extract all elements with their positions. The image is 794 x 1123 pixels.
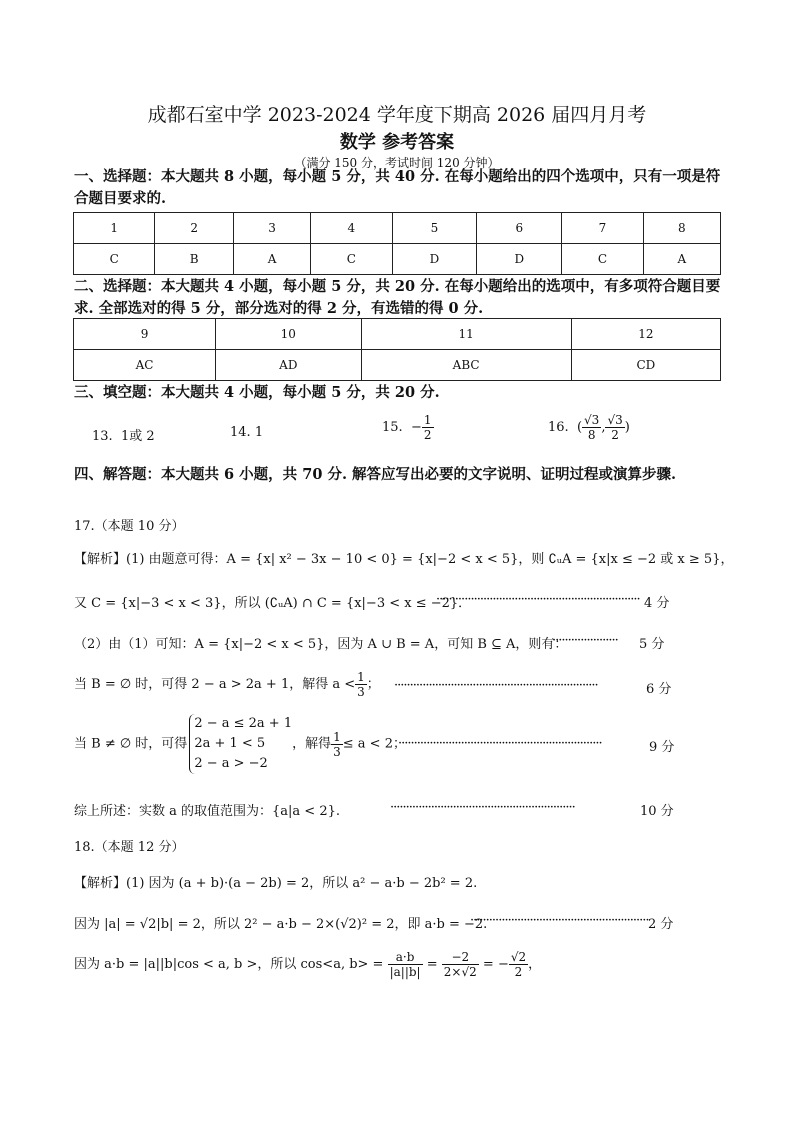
- section4-heading: 四、解答题：本大题共 6 小题，共 70 分. 解答应写出必要的文字说明、证明过程或演算步骤.: [74, 466, 677, 483]
- q17-title: 17.（本题 10 分）: [74, 519, 185, 534]
- section3-heading: 三、填空题：本大题共 4 小题，每小题 5 分，共 20 分.: [74, 384, 440, 401]
- section1-answer-cell-1: B: [155, 244, 234, 275]
- q14-answer: 14. 1: [230, 425, 264, 440]
- section1-answer-cell-4: D: [392, 244, 477, 275]
- section1-answer-cell-7: A: [643, 244, 720, 275]
- section1-question-number-cell-2: 3: [233, 213, 310, 244]
- section1-question-number-cell-4: 5: [392, 213, 477, 244]
- section2-question-number-cell-2: 11: [361, 319, 571, 350]
- q16-answer: 16. ( $\frac{√3}{8}$ , $\frac{√3}{2}$ ): [548, 413, 630, 442]
- q15-answer: 15. − $\frac{1}{2}$: [382, 413, 432, 442]
- section2-question-number-cell-3: 12: [571, 319, 720, 350]
- page-title: 成都石室中学 2023-2024 学年度下期高 2026 届四月月考: [147, 104, 647, 126]
- q13-answer: 13. 1或 2: [92, 429, 155, 444]
- q18-line2: 因为 |a| = √2|b| = 2，所以 2² − a·b − 2×(√2)² = 2，即 a·b = −2. ························································· 2 分: [74, 913, 674, 932]
- section2-answer-cell-2: ABC: [361, 350, 571, 381]
- section2-question-number-cell-0: 9: [74, 319, 216, 350]
- q17-line1: 【解析】(1) 由题意可得：A = {x| x² − 3x − 10 < 0} = {x|−2 < x < 5}，则 ∁ᵤA = {x|x ≤ −2 或 x ≥ 5}，: [74, 552, 734, 567]
- q17-line6: 综上所述：实数 a 的取值范围为：{a|a < 2}. ··························································· 10 分: [74, 800, 674, 819]
- section1-question-number-cell-3: 4: [311, 213, 392, 244]
- q18-title: 18.（本题 12 分）: [74, 840, 185, 855]
- q18-line3: 因为 a·b = |a||b|cos < a, b >，所以 cos<a, b> = $\frac{a\cdot b}{|a||b|}$ = $\frac{-2}{2\times√2}$ = − $\frac{√2}{2}$ ，: [74, 950, 542, 979]
- section1-question-number-cell-7: 8: [643, 213, 720, 244]
- q17-line4: 当 B = ∅ 时，可得 2 − a > 2a + 1，解得 a < $\frac{1}{3}$ ； ································································· 6 分: [74, 670, 672, 699]
- inequality-system: 2 − a ≤ 2a + 1 2a + 1 < 5 2 − a > −2: [189, 714, 292, 774]
- section2-question-number-cell-1: 10: [216, 319, 361, 350]
- section2-answer-cell-3: CD: [571, 350, 720, 381]
- section2-answer-table: [73, 318, 721, 381]
- section2-answer-cell-1: AD: [216, 350, 361, 381]
- section1-question-number-cell-0: 1: [74, 213, 155, 244]
- section1-answer-cell-0: C: [74, 244, 155, 275]
- section2-answer-cell-0: AC: [74, 350, 216, 381]
- exam-note: （满分 150 分，考试时间 120 分钟）: [294, 156, 500, 170]
- section2-heading: 二、选择题：本大题共 4 小题，每小题 5 分，共 20 分. 在每小题给出的选项中，有多项符合题目要求. 全部选对的得 5 分，部分选对的得 2 分，有选错的得 0 分.: [74, 278, 721, 317]
- section1-question-number-cell-6: 7: [562, 213, 643, 244]
- section1-answer-cell-5: D: [477, 244, 562, 275]
- section1-answer-cell-3: C: [311, 244, 392, 275]
- section1-answer-cell-2: A: [233, 244, 310, 275]
- section1-question-number-cell-5: 6: [477, 213, 562, 244]
- page-subtitle: 数学 参考答案: [339, 132, 455, 153]
- section1-answer-cell-6: C: [562, 244, 643, 275]
- q17-line3: （2）由（1）可知：A = {x|−2 < x < 5}，因为 A ∪ B = A，可知 B ⊆ A，则有： ····················· 5 分: [74, 633, 665, 652]
- q17-line2: 又 C = {x|−3 < x < 3}，所以 (∁ᵤA) ∩ C = {x|−3 < x ≤ −2}． ································································· 4 分: [74, 592, 670, 611]
- q17-line5: 当 B ≠ ∅ 时，可得 2 − a ≤ 2a + 1 2a + 1 < 5 2 − a > −2 ，解得 $\frac{1}{3}$ ≤ a < 2； ································································· 9 分: [74, 714, 674, 774]
- section1-answer-table: [73, 212, 721, 275]
- section1-question-number-cell-1: 2: [155, 213, 234, 244]
- q18-line1: 【解析】(1) 因为 (a + b)·(a − 2b) = 2，所以 a² − a·b − 2b² = 2.: [74, 876, 478, 891]
- section1-heading: 一、选择题：本大题共 8 小题，每小题 5 分，共 40 分. 在每小题给出的四个选项中，只有一项是符合题目要求的.: [74, 168, 721, 207]
